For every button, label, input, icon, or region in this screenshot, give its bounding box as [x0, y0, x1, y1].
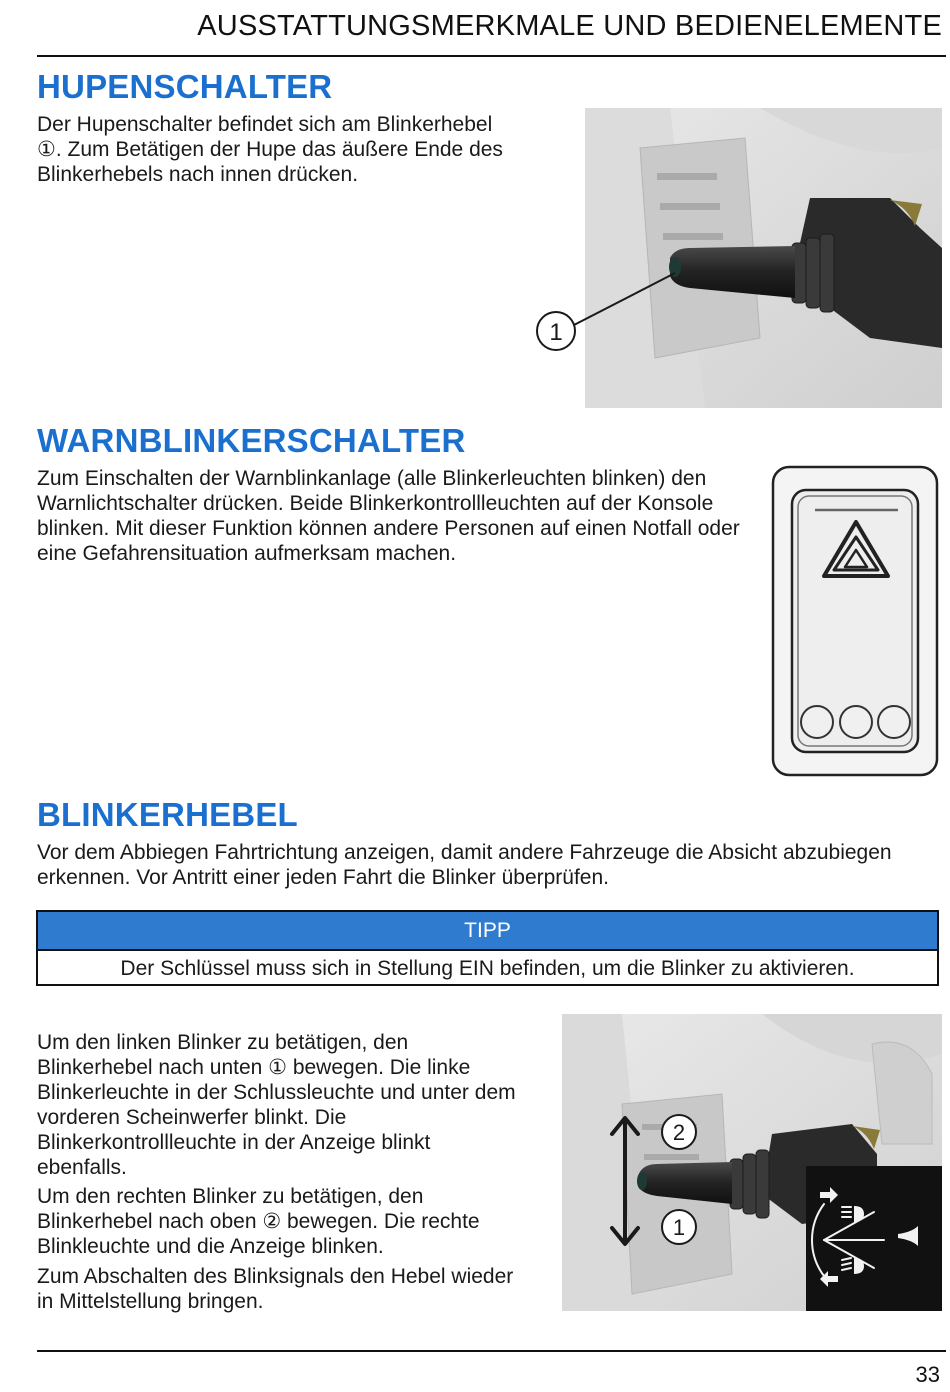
header-divider [37, 55, 946, 57]
tip-box [36, 910, 939, 986]
page-number: 33 [915, 1362, 940, 1387]
signal-right-text: Um den rechten Blinker zu betätigen, den Blinkerhebel nach oben ② bewegen. Die rechte Blinkleuchte und die Anzeige blinken. [37, 1185, 480, 1258]
signal-left-text: Um den linken Blinker zu betätigen, den Blinkerhebel nach unten ① bewegen. Die linke Blinkerleuchte in der Schlussleuchte und unter dem vorderen Scheinwerfer blinkt. Die Blinkerkontrollleuchte in der Anzeige blinkt ebenfalls. [37, 1031, 516, 1179]
signal-callout-2: 2 [672, 1120, 686, 1145]
horn-text: Der Hupenschalter befindet sich am Blinkerhebel ①. Zum Betätigen der Hupe das äußere Ende des Blinkerhebels nach innen drücken. [37, 113, 503, 186]
footer-divider [37, 1350, 946, 1352]
signal-off-text: Zum Abschalten des Blinksignals den Hebel wieder in Mittelstellung bringen. [37, 1265, 514, 1313]
horn-heading: HUPENSCHALTER [37, 68, 333, 105]
signal-heading: BLINKERHEBEL [37, 796, 298, 833]
signal-intro: Vor dem Abbiegen Fahrtrichtung anzeigen, damit andere Fahrzeuge die Absicht abzubiegen erkennen. Vor Antritt einer jeden Fahrt die Blinker überprüfen. [37, 841, 892, 889]
hazard-heading: WARNBLINKERSCHALTER [37, 422, 466, 459]
signal-lever-figure [562, 1014, 942, 1311]
hazard-text: Zum Einschalten der Warnblinkanlage (alle Blinkerleuchten blinken) den Warnlichtschalter drücken. Beide Blinkerkontrollleuchten auf der Konsole blinken. Mit dieser Funktion können andere Personen auf einen Notfall oder eine Gefahrensituation aufmerksam machen. [37, 467, 740, 565]
lever-symbols-inset [806, 1166, 942, 1311]
running-header: AUSSTATTUNGSMERKMALE UND BEDIENELEMENTE [197, 10, 942, 42]
horn-lever-figure [530, 108, 942, 408]
hazard-switch-figure [770, 464, 940, 780]
horn-callout-1: 1 [549, 319, 563, 346]
tip-label: TIPP [38, 912, 937, 951]
signal-callout-1: 1 [672, 1215, 686, 1240]
tip-text: Der Schlüssel muss sich in Stellung EIN befinden, um die Blinker zu aktivieren. [120, 957, 855, 980]
